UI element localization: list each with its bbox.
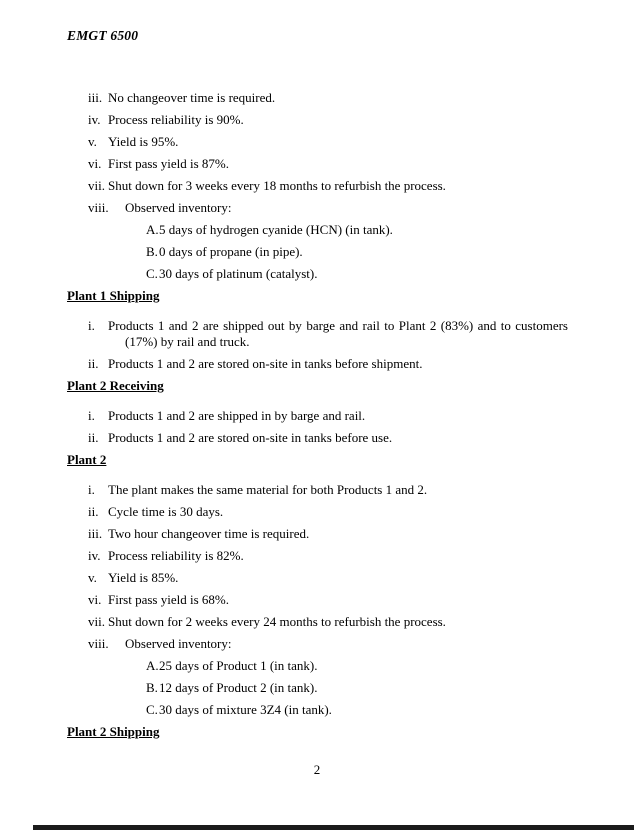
sublist-item-letter: A. (146, 658, 159, 673)
list-item-number: iii. (88, 526, 103, 541)
sublist-item-letter: C. (146, 702, 158, 717)
sublist-item-text: 0 days of propane (in pipe). (159, 244, 303, 259)
plant1-shipping-list (67, 318, 568, 372)
list-item-number: ii. (88, 430, 99, 445)
list-item (88, 482, 568, 498)
list-item (88, 570, 568, 586)
sublist-item (146, 222, 568, 238)
list-item-text: Shut down for 2 weeks every 24 months to refurbish the process. (108, 614, 446, 629)
course-header: EMGT 6500 (67, 28, 139, 43)
sublist-item-letter: B. (146, 244, 158, 259)
list-item-text: Yield is 95%. (108, 134, 179, 149)
list-item-text: Shut down for 3 weeks every 18 months to refurbish the process. (108, 178, 446, 193)
list-item (88, 90, 568, 106)
plant2-process-list (67, 482, 568, 718)
sublist-item (146, 244, 568, 260)
list-item-number: i. (88, 482, 95, 497)
sublist-item-letter: A. (146, 222, 159, 237)
list-item-text: Cycle time is 30 days. (108, 504, 224, 519)
list-item (88, 156, 568, 172)
list-item-number: viii. (88, 200, 109, 215)
section-heading-plant2-shipping (67, 724, 568, 740)
heading-text: Plant 1 Shipping (67, 288, 160, 303)
plant1-process-list (67, 90, 568, 282)
list-item-number: iv. (88, 548, 101, 563)
list-item-number: v. (88, 134, 97, 149)
sublist-item-text: 30 days of mixture 3Z4 (in tank). (159, 702, 332, 717)
list-item-text: Products 1 and 2 are stored on-site in tanks before shipment. (108, 356, 423, 371)
list-item (88, 526, 568, 542)
heading-text: Plant 2 Receiving (67, 378, 164, 393)
list-item-text: Process reliability is 82%. (108, 548, 244, 563)
list-item-number: vi. (88, 156, 102, 171)
section-heading-plant2 (67, 452, 568, 468)
list-item-number: vi. (88, 592, 102, 607)
observed-inventory-sublist (88, 658, 568, 718)
list-item (88, 178, 568, 194)
heading-text: Plant 2 Shipping (67, 724, 160, 739)
list-item-text: Observed inventory: (125, 636, 232, 651)
list-item (88, 408, 568, 424)
list-item-text: Yield is 85%. (108, 570, 179, 585)
sublist-item-text: 30 days of platinum (catalyst). (159, 266, 318, 281)
list-item-text: Products 1 and 2 are stored on-site in tanks before use. (108, 430, 393, 445)
list-item-number: iv. (88, 112, 101, 127)
sublist-item-letter: C. (146, 266, 158, 281)
observed-inventory-sublist (88, 222, 568, 282)
sublist-item (146, 702, 568, 718)
sublist-item (146, 266, 568, 282)
list-item (88, 614, 568, 630)
list-item-text: Products 1 and 2 are shipped in by barge and rail. (108, 408, 366, 423)
list-item-text: Process reliability is 90%. (108, 112, 244, 127)
list-item (88, 548, 568, 564)
heading-text: Plant 2 (67, 452, 107, 467)
list-item-text: Products 1 and 2 are shipped out by barge and rail to Plant 2 (83%) and to customers (17%) by rail and truck. (108, 318, 568, 349)
sublist-item-text: 12 days of Product 2 (in tank). (159, 680, 318, 695)
list-item (88, 592, 568, 608)
list-item (88, 200, 568, 216)
list-item (88, 430, 568, 446)
sublist-item-letter: B. (146, 680, 158, 695)
section-heading-plant2-receiving (67, 378, 568, 394)
page-bottom-edge (33, 825, 634, 830)
list-item-number: i. (88, 408, 95, 423)
list-item-text: First pass yield is 87%. (108, 156, 229, 171)
list-item-text: First pass yield is 68%. (108, 592, 229, 607)
list-item-number: vii. (88, 614, 105, 629)
list-item-number: iii. (88, 90, 103, 105)
list-item-text: Observed inventory: (125, 200, 232, 215)
list-item (88, 318, 568, 350)
list-item-number: v. (88, 570, 97, 585)
sublist-item-text: 25 days of Product 1 (in tank). (159, 658, 318, 673)
list-item (88, 636, 568, 652)
list-item-number: viii. (88, 636, 109, 651)
list-item-text: The plant makes the same material for both Products 1 and 2. (108, 482, 428, 497)
page-number: 2 (313, 762, 321, 777)
sublist-item-text: 5 days of hydrogen cyanide (HCN) (in tank). (159, 222, 393, 237)
list-item (88, 356, 568, 372)
list-item-text: No changeover time is required. (108, 90, 276, 105)
list-item (88, 134, 568, 150)
list-item-number: i. (88, 318, 95, 333)
list-item (88, 112, 568, 128)
list-item (88, 504, 568, 520)
list-item-number: ii. (88, 356, 99, 371)
list-item-text: Two hour changeover time is required. (108, 526, 310, 541)
sublist-item (146, 680, 568, 696)
list-item-number: vii. (88, 178, 105, 193)
plant2-receiving-list (67, 408, 568, 446)
sublist-item (146, 658, 568, 674)
section-heading-plant1-shipping (67, 288, 568, 304)
list-item-number: ii. (88, 504, 99, 519)
